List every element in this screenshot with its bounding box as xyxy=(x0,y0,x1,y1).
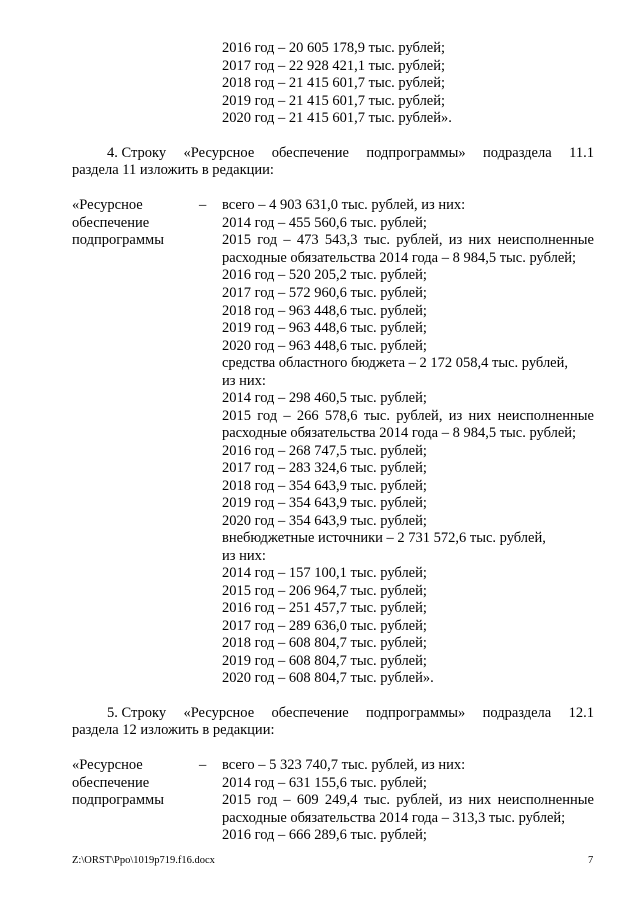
block1-line: из них: xyxy=(222,373,266,389)
block1-line: 2019 год – 963 448,6 тыс. рублей; xyxy=(222,320,427,336)
block1-line: 2014 год – 455 560,6 тыс. рублей; xyxy=(222,215,427,231)
intro-line-2017: 2017 год – 22 928 421,1 тыс. рублей; xyxy=(222,58,446,74)
line-part: тыс. xyxy=(363,792,390,808)
block1-line: внебюджетные источники – 2 731 572,6 тыс. рублей, xyxy=(222,530,546,546)
line-part: 249,4 xyxy=(324,792,358,808)
block1-label-line3: подпрограммы xyxy=(72,232,164,248)
block1-line-justified xyxy=(222,408,594,426)
intro-line-2018: 2018 год – 21 415 601,7 тыс. рублей; xyxy=(222,75,446,91)
block1-line: 2020 год – 354 643,9 тыс. рублей; xyxy=(222,513,427,529)
line-part: них xyxy=(468,408,492,424)
line-part: тыс. xyxy=(363,232,390,248)
item4-line2: раздела 11 изложить в редакции: xyxy=(72,162,274,178)
block1-line: 2020 год – 963 448,6 тыс. рублей; xyxy=(222,338,427,354)
block1-line: средства областного бюджета – 2 172 058,4 тыс. рублей, xyxy=(222,355,568,371)
block1-line: 2016 год – 268 747,5 тыс. рублей; xyxy=(222,443,427,459)
block1-line: 2017 год – 283 324,6 тыс. рублей; xyxy=(222,460,427,476)
block1-line: 2017 год – 289 636,0 тыс. рублей; xyxy=(222,618,427,634)
block2-line-justified xyxy=(222,792,594,810)
line-part: 266 xyxy=(296,408,319,424)
block1-line: 2014 год – 157 100,1 тыс. рублей; xyxy=(222,565,427,581)
block1-line: 2015 год – 206 964,7 тыс. рублей; xyxy=(222,583,427,599)
item5-word: «Ресурсное xyxy=(183,705,255,721)
footer-page-number: 7 xyxy=(588,855,594,866)
line-part: неисполненные xyxy=(497,792,594,808)
line-part: – xyxy=(283,792,291,808)
block1-line: всего – 4 903 631,0 тыс. рублей, из них: xyxy=(222,197,466,213)
item5-word: подраздела xyxy=(482,705,552,721)
block2-label-line2: обеспечение xyxy=(72,775,150,791)
block1-line: 2017 год – 572 960,6 тыс. рублей; xyxy=(222,285,427,301)
line-part: из xyxy=(448,792,463,808)
line-part: них xyxy=(468,232,492,248)
line-part: 2015 xyxy=(222,232,251,248)
block1-line: 2020 год – 608 804,7 тыс. рублей». xyxy=(222,670,434,686)
line-part: – xyxy=(283,408,291,424)
line-part: из xyxy=(448,232,463,248)
item5-line1 xyxy=(107,705,594,723)
block1-line: 2019 год – 354 643,9 тыс. рублей; xyxy=(222,495,427,511)
item4-word: 4. Строку xyxy=(107,145,167,161)
item4-word: подпрограммы» xyxy=(366,145,466,161)
block2-line: 2016 год – 666 289,6 тыс. рублей; xyxy=(222,827,427,843)
block1-line: расходные обязательства 2014 года – 8 984,5 тыс. рублей; xyxy=(222,425,577,441)
line-part: тыс. xyxy=(363,408,390,424)
item4-line1 xyxy=(107,145,594,163)
line-part: рублей, xyxy=(396,232,443,248)
line-part: рублей, xyxy=(396,792,443,808)
block2-line: расходные обязательства 2014 года – 313,3 тыс. рублей; xyxy=(222,810,566,826)
block1-label-line1: «Ресурсное xyxy=(72,197,143,213)
item4-word: «Ресурсное xyxy=(183,145,255,161)
block2-label-line3: подпрограммы xyxy=(72,792,164,808)
intro-line-2020: 2020 год – 21 415 601,7 тыс. рублей». xyxy=(222,110,452,126)
line-part: 578,6 xyxy=(324,408,358,424)
line-part: 2015 xyxy=(222,408,251,424)
item5-word: 12.1 xyxy=(568,705,594,721)
line-part: 609 xyxy=(296,792,319,808)
item4-word: подраздела xyxy=(483,145,552,161)
item5-line2: раздела 12 изложить в редакции: xyxy=(72,722,275,738)
footer-file-path: Z:\ORST\Ppo\1019p719.f16.docx xyxy=(72,855,215,866)
intro-line-2016: 2016 год – 20 605 178,9 тыс. рублей; xyxy=(222,40,446,56)
block1-line: 2018 год – 963 448,6 тыс. рублей; xyxy=(222,303,427,319)
block2-line: всего – 5 323 740,7 тыс. рублей, из них: xyxy=(222,757,466,773)
block1-dash: – xyxy=(199,197,207,213)
line-part: из xyxy=(448,408,463,424)
line-part: год xyxy=(257,408,278,424)
line-part: – xyxy=(283,232,291,248)
block1-line: расходные обязательства 2014 года – 8 984,5 тыс. рублей; xyxy=(222,250,577,266)
block1-line: из них: xyxy=(222,548,266,564)
line-part: 543,3 xyxy=(324,232,358,248)
block1-line: 2018 год – 354 643,9 тыс. рублей; xyxy=(222,478,427,494)
line-part: 2015 xyxy=(222,792,251,808)
block1-line: 2018 год – 608 804,7 тыс. рублей; xyxy=(222,635,427,651)
line-part: неисполненные xyxy=(497,408,594,424)
block2-label-line1: «Ресурсное xyxy=(72,757,143,773)
item5-word: подпрограммы» xyxy=(366,705,466,721)
block1-line-justified xyxy=(222,232,594,250)
block1-label-line2: обеспечение xyxy=(72,215,150,231)
block1-line: 2016 год – 251 457,7 тыс. рублей; xyxy=(222,600,427,616)
line-part: них xyxy=(468,792,492,808)
item4-word: обеспечение xyxy=(271,145,349,161)
line-part: год xyxy=(257,792,278,808)
block1-line: 2019 год – 608 804,7 тыс. рублей; xyxy=(222,653,427,669)
item5-word: обеспечение xyxy=(271,705,349,721)
line-part: 473 xyxy=(296,232,319,248)
line-part: неисполненные xyxy=(497,232,594,248)
block2-dash: – xyxy=(199,757,207,773)
line-part: год xyxy=(257,232,278,248)
block1-line: 2016 год – 520 205,2 тыс. рублей; xyxy=(222,267,427,283)
intro-line-2019: 2019 год – 21 415 601,7 тыс. рублей; xyxy=(222,93,446,109)
item4-word: 11.1 xyxy=(569,145,594,161)
item5-word: 5. Строку xyxy=(107,705,167,721)
block2-line: 2014 год – 631 155,6 тыс. рублей; xyxy=(222,775,427,791)
block1-line: 2014 год – 298 460,5 тыс. рублей; xyxy=(222,390,427,406)
line-part: рублей, xyxy=(396,408,443,424)
